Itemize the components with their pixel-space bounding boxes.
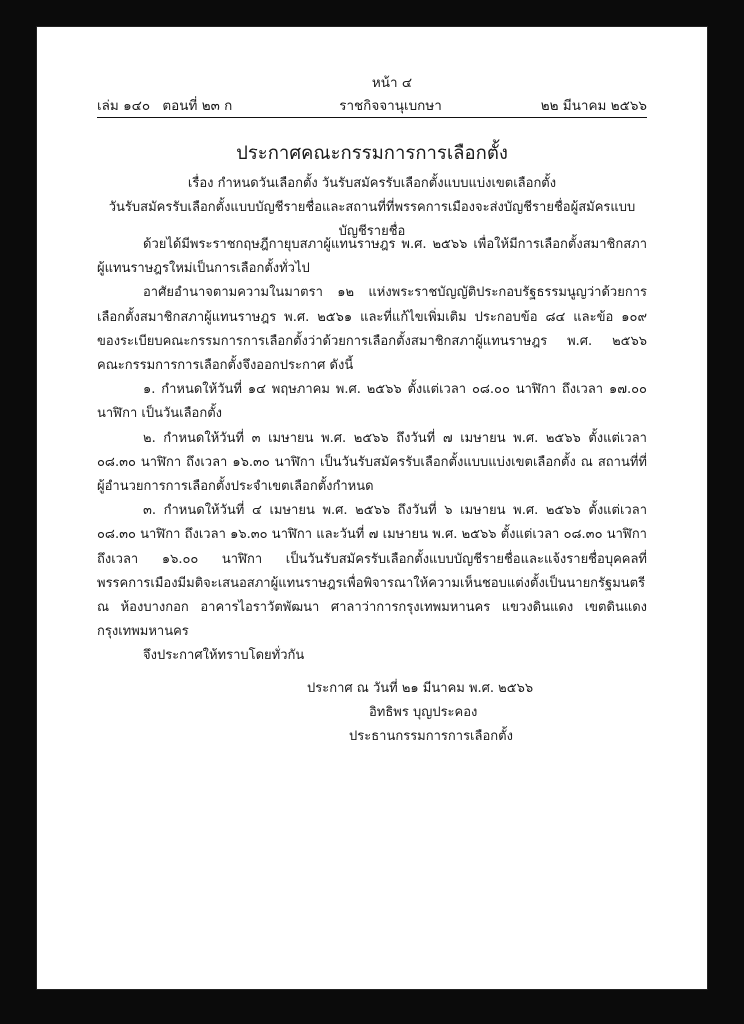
- announcement-date: ประกาศ ณ วันที่ ๒๑ มีนาคม พ.ศ. ๒๕๖๖: [307, 681, 534, 696]
- issue-number: ตอนที่ ๒๓ ก: [162, 98, 233, 114]
- signature-block: [307, 677, 647, 749]
- paragraph: ๑. กำหนดให้วันที่ ๑๔ พฤษภาคม พ.ศ. ๒๕๖๖ ตั้งแต่เวลา ๐๘.๐๐ นาฬิกา ถึงเวลา ๑๗.๐๐ นาฬิกา เป็นวันเลือกตั้ง: [97, 382, 647, 422]
- signatory-name: อิทธิพร บุญประคอง: [369, 705, 478, 720]
- subject-line: เรื่อง กำหนดวันเลือกตั้ง วันรับสมัครรับเลือกตั้งแบบแบ่งเขตเลือกตั้ง: [187, 176, 557, 191]
- gazette-reference: [97, 94, 240, 116]
- volume-number: เล่ม ๑๔๐: [97, 98, 151, 114]
- gazette-header: [97, 94, 647, 116]
- page-content: [97, 27, 647, 989]
- paragraph: จึงประกาศให้ทราบโดยทั่วกัน: [143, 648, 305, 664]
- signatory-position: ประธานกรรมการการเลือกตั้ง: [349, 729, 513, 744]
- publication-name: ราชกิจจานุเบกษา: [339, 98, 442, 114]
- subject-line: วันรับสมัครรับเลือกตั้งแบบบัญชีรายชื่อและสถานที่ที่พรรคการเมืองจะส่งบัญชีรายชื่อผู้สมัครแบบบัญชีรายชื่อ: [108, 200, 636, 239]
- document-page: [36, 26, 708, 990]
- document-title: ประกาศคณะกรรมการการเลือกตั้ง: [236, 143, 508, 164]
- page-number: หน้า ๔: [371, 75, 413, 91]
- header-divider: [97, 117, 647, 118]
- publication-date: ๒๒ มีนาคม ๒๕๖๖: [540, 98, 647, 114]
- paragraph: อาศัยอำนาจตามความในมาตรา ๑๒ แห่งพระราชบัญญัติประกอบรัฐธรรมนูญว่าด้วยการเลือกตั้งสมาชิกสภาผู้แทนราษฎร พ.ศ. ๒๕๖๑ และที่แก้ไขเพิ่มเติม ประกอบข้อ ๘๔ และข้อ ๑๐๙ ของระเบียบคณะกรรมการการเลือกตั้งว่าด้วยการเลือกตั้งสมาชิกสภาผู้แทนราษฎร พ.ศ. ๒๕๖๖ คณะกรรมการการเลือกตั้งจึงออกประกาศ ดังนี้: [97, 285, 647, 374]
- document-body: [97, 233, 647, 669]
- paragraph: ๒. กำหนดให้วันที่ ๓ เมษายน พ.ศ. ๒๕๖๖ ถึงวันที่ ๗ เมษายน พ.ศ. ๒๕๖๖ ตั้งแต่เวลา ๐๘.๓๐ นาฬิกา ถึงเวลา ๑๖.๓๐ นาฬิกา เป็นวันรับสมัครรับเลือกตั้งแบบแบ่งเขตเลือกตั้ง ณ สถานที่ที่ผู้อำนวยการการเลือกตั้งประจำเขตเลือกตั้งกำหนด: [97, 430, 647, 495]
- paragraph: ด้วยได้มีพระราชกฤษฎีกายุบสภาผู้แทนราษฎร พ.ศ. ๒๕๖๖ เพื่อให้มีการเลือกตั้งสมาชิกสภาผู้แทนราษฎรใหม่เป็นการเลือกตั้งทั่วไป: [97, 237, 647, 277]
- paragraph: ๓. กำหนดให้วันที่ ๔ เมษายน พ.ศ. ๒๕๖๖ ถึงวันที่ ๖ เมษายน พ.ศ. ๒๕๖๖ ตั้งแต่เวลา ๐๘.๓๐ นาฬิกา ถึงเวลา ๑๖.๓๐ นาฬิกา และวันที่ ๗ เมษายน พ.ศ. ๒๕๖๖ ตั้งแต่เวลา ๐๘.๓๐ นาฬิกา ถึงเวลา ๑๖.๐๐ นาฬิกา เป็นวันรับสมัครรับเลือกตั้งแบบบัญชีรายชื่อและแจ้งรายชื่อบุคคลที่พรรคการเมืองมีมติจะเสนอสภาผู้แทนราษฎรเพื่อพิจารณาให้ความเห็นชอบแต่งตั้งเป็นนายกรัฐมนตรี ณ ห้องบางกอก อาคารไอราวัตพัฒนา ศาลาว่าการกรุงเทพมหานคร แขวงดินแดง เขตดินแดง กรุงเทพมหานคร: [97, 503, 647, 640]
